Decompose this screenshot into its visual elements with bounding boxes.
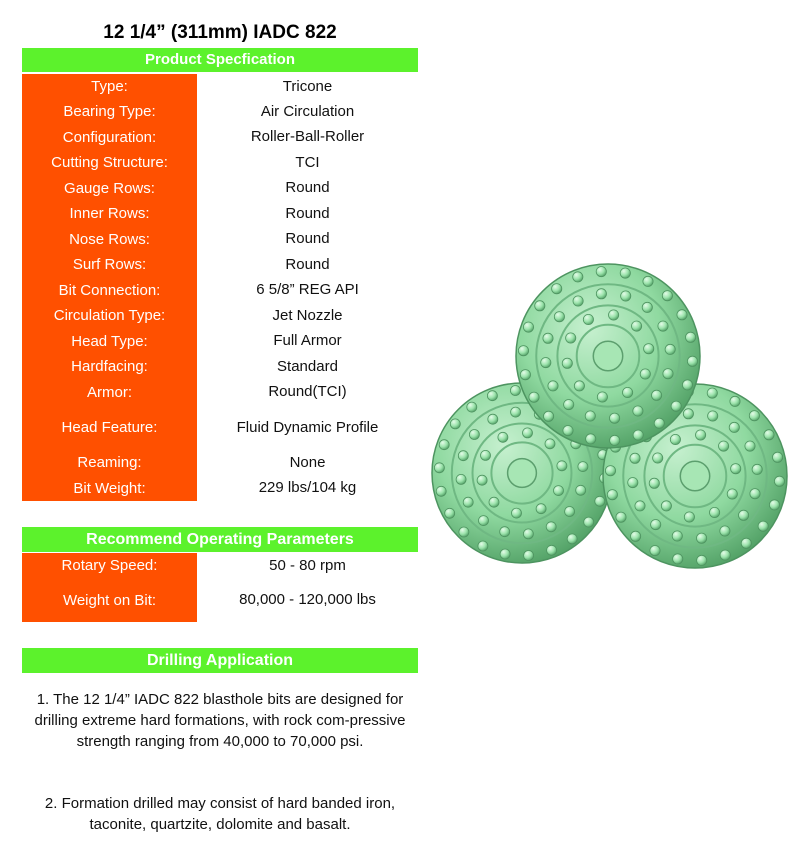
spec-row: [22, 475, 418, 501]
carbide-insert: [487, 391, 497, 401]
row-value-text: Jet Nozzle: [272, 306, 343, 324]
carbide-insert: [623, 387, 633, 397]
row-value: [197, 226, 418, 252]
carbide-insert: [640, 369, 650, 379]
carbide-insert: [644, 344, 654, 354]
carbide-insert: [557, 461, 567, 471]
carbide-insert: [607, 490, 617, 500]
page-title: 12 1/4” (311mm) IADC 822: [103, 22, 337, 43]
carbide-insert: [573, 272, 583, 282]
specification-table: [22, 74, 418, 501]
row-label: Surf Rows:: [22, 252, 197, 277]
carbide-insert: [642, 302, 652, 312]
tricone-bit-image: [430, 258, 790, 603]
carbide-insert: [436, 486, 446, 496]
row-value-text: Air Circulation: [260, 102, 355, 120]
carbide-insert: [620, 268, 630, 278]
carbide-insert: [661, 501, 671, 511]
spec-row: [22, 226, 418, 252]
row-value: [197, 124, 418, 150]
spec-row: [22, 303, 418, 328]
carbide-insert: [524, 551, 534, 561]
row-value-text: Round: [285, 255, 330, 273]
carbide-insert: [677, 310, 687, 320]
carbide-insert: [564, 400, 574, 410]
row-value: [197, 553, 418, 578]
carbide-insert: [633, 430, 643, 440]
row-value: [197, 450, 418, 475]
carbide-insert: [574, 381, 584, 391]
carbide-insert: [477, 475, 487, 485]
spec-row: [22, 252, 418, 277]
row-value: [197, 277, 418, 303]
carbide-insert: [683, 409, 693, 419]
carbide-insert: [650, 546, 660, 556]
row-value: [197, 379, 418, 405]
operating-parameters-header: Recommend Operating Parameters: [22, 527, 418, 552]
row-value-text: Fluid Dynamic Profile: [236, 418, 379, 436]
row-value: [197, 201, 418, 226]
spec-row: [22, 175, 418, 201]
carbide-insert: [518, 346, 528, 356]
cone-tip: [593, 341, 622, 370]
operating-row: [22, 578, 418, 622]
carbide-insert: [741, 538, 751, 548]
product-specification-header: Product Specfication: [22, 48, 418, 72]
spec-row: [22, 405, 418, 450]
carbide-insert: [500, 527, 510, 537]
row-value: [197, 175, 418, 201]
carbide-insert: [610, 413, 620, 423]
carbide-insert: [749, 411, 759, 421]
carbide-insert: [710, 507, 720, 517]
carbide-insert: [653, 453, 663, 463]
row-value-text: Full Armor: [273, 332, 342, 349]
carbide-insert: [463, 497, 473, 507]
carbide-insert: [745, 441, 755, 451]
carbide-insert: [566, 333, 576, 343]
carbide-insert: [605, 466, 615, 476]
carbide-insert: [439, 440, 449, 450]
carbide-insert: [696, 430, 706, 440]
carbide-insert: [720, 526, 730, 536]
row-value: [197, 150, 418, 175]
carbide-insert: [523, 322, 533, 332]
row-label: Reaming:: [22, 450, 197, 475]
carbide-insert: [481, 450, 491, 460]
carbide-insert: [671, 401, 681, 411]
carbide-insert: [467, 402, 477, 412]
carbide-insert: [578, 462, 588, 472]
carbide-insert: [652, 390, 662, 400]
carbide-insert: [523, 428, 533, 438]
carbide-insert: [584, 517, 594, 527]
carbide-insert: [697, 555, 707, 565]
carbide-insert: [643, 276, 653, 286]
row-label: Configuration:: [22, 124, 197, 150]
row-value-text: 80,000 - 120,000 lbs: [239, 591, 376, 608]
carbide-insert: [621, 291, 631, 301]
carbide-insert: [663, 369, 673, 379]
carbide-insert: [708, 411, 718, 421]
carbide-insert: [727, 489, 737, 499]
spec-row: [22, 277, 418, 303]
spec-row: [22, 99, 418, 124]
row-label: Gauge Rows:: [22, 175, 197, 201]
carbide-insert: [730, 396, 740, 406]
carbide-insert: [635, 501, 645, 511]
spec-row: [22, 450, 418, 475]
carbide-insert: [511, 407, 521, 417]
carbide-insert: [750, 489, 760, 499]
carbide-insert: [758, 521, 768, 531]
carbide-insert: [596, 289, 606, 299]
carbide-insert: [458, 451, 468, 461]
row-value: [197, 405, 418, 450]
row-label: Inner Rows:: [22, 201, 197, 226]
carbide-insert: [752, 464, 762, 474]
carbide-insert: [456, 474, 466, 484]
carbide-insert: [684, 512, 694, 522]
carbide-insert: [616, 512, 626, 522]
row-value: [197, 354, 418, 379]
spec-row: [22, 354, 418, 379]
row-value-text: 6 5/8” REG API: [256, 281, 359, 298]
carbide-insert: [687, 356, 697, 366]
spec-row: [22, 201, 418, 226]
carbide-insert: [673, 554, 683, 564]
row-label: Weight on Bit:: [22, 578, 197, 622]
carbide-insert: [739, 510, 749, 520]
carbide-insert: [552, 284, 562, 294]
row-label: Type:: [22, 74, 197, 99]
carbide-insert: [658, 321, 668, 331]
carbide-insert: [631, 531, 641, 541]
carbide-insert: [510, 386, 520, 396]
carbide-insert: [609, 310, 619, 320]
row-value: [197, 99, 418, 124]
carbide-insert: [632, 321, 642, 331]
spec-row: [22, 124, 418, 150]
drilling-paragraph-1: 1. The 12 1/4” IADC 822 blasthole bits are designed for drilling extreme hard formations, with rock com-pressive strength ranging from 40,000 to 70,000 psi.: [34, 691, 406, 750]
carbide-insert: [488, 414, 498, 424]
operating-parameters-table: [22, 553, 418, 622]
carbide-insert: [682, 380, 692, 390]
carbide-insert: [672, 531, 682, 541]
carbide-insert: [773, 452, 783, 462]
carbide-insert: [586, 434, 596, 444]
row-label: Bit Weight:: [22, 475, 197, 501]
carbide-insert: [562, 358, 572, 368]
carbide-insert: [479, 516, 489, 526]
carbide-insert: [610, 435, 620, 445]
row-label: Head Feature:: [22, 405, 197, 450]
row-label: Circulation Type:: [22, 303, 197, 328]
spec-row: [22, 328, 418, 354]
row-label: Cutting Structure:: [22, 150, 197, 175]
row-label: Head Type:: [22, 328, 197, 354]
row-value-text: Tricone: [282, 77, 333, 95]
carbide-insert: [445, 508, 455, 518]
carbide-insert: [563, 426, 573, 436]
carbide-insert: [535, 301, 545, 311]
carbide-insert: [769, 500, 779, 510]
row-value-text: Round: [285, 204, 330, 222]
carbide-insert: [536, 504, 546, 514]
carbide-insert: [719, 441, 729, 451]
carbide-insert: [565, 507, 575, 517]
carbide-insert: [649, 478, 659, 488]
row-value-text: Round: [285, 179, 330, 196]
carbide-insert: [720, 550, 730, 560]
carbide-insert: [469, 430, 479, 440]
carbide-insert: [670, 434, 680, 444]
carbide-insert: [554, 312, 564, 322]
carbide-insert: [697, 533, 707, 543]
drilling-paragraph-2: 2. Formation drilled may consist of hard banded iron, taconite, quartzite, dolomite and basalt.: [44, 795, 396, 833]
row-value-text: None: [289, 453, 326, 471]
cone-tip: [680, 461, 709, 490]
carbide-insert: [731, 464, 741, 474]
row-value: [197, 578, 418, 622]
carbide-insert: [547, 545, 557, 555]
carbide-insert: [554, 486, 564, 496]
row-label: Bit Connection:: [22, 277, 197, 303]
carbide-insert: [529, 392, 539, 402]
row-value: [197, 475, 418, 501]
spec-row: [22, 379, 418, 405]
carbide-insert: [595, 496, 605, 506]
row-value-text: Round(TCI): [268, 383, 347, 400]
carbide-insert: [567, 534, 577, 544]
carbide-insert: [686, 332, 696, 342]
carbide-insert: [585, 411, 595, 421]
drilling-application-header: Drilling Application: [22, 648, 418, 673]
carbide-insert: [729, 422, 739, 432]
row-value: [197, 303, 418, 328]
carbide-insert: [651, 520, 661, 530]
carbide-insert: [500, 549, 510, 559]
spec-row: [22, 150, 418, 175]
carbide-insert: [544, 411, 554, 421]
carbide-insert: [489, 497, 499, 507]
row-label: Armor:: [22, 379, 197, 405]
carbide-insert: [546, 522, 556, 532]
carbide-insert: [541, 358, 551, 368]
carbide-insert: [459, 527, 469, 537]
carbide-insert: [597, 392, 607, 402]
row-value-text: 50 - 80 rpm: [269, 556, 346, 574]
carbide-insert: [576, 485, 586, 495]
spec-row: [22, 74, 418, 99]
carbide-insert: [512, 508, 522, 518]
row-label: Hardfacing:: [22, 354, 197, 379]
cone-tip: [508, 459, 537, 488]
carbide-insert: [630, 453, 640, 463]
row-value-text: Roller-Ball-Roller: [250, 128, 365, 145]
row-value: [197, 252, 418, 277]
row-value-text: Standard: [277, 357, 338, 375]
carbide-insert: [498, 432, 508, 442]
carbide-insert: [764, 430, 774, 440]
operating-row: [22, 553, 418, 578]
carbide-insert: [573, 296, 583, 306]
carbide-insert: [596, 267, 606, 277]
carbide-insert: [478, 541, 488, 551]
carbide-insert: [548, 381, 558, 391]
row-value-text: Round: [285, 230, 330, 247]
carbide-insert: [543, 333, 553, 343]
carbide-insert: [654, 418, 664, 428]
carbide-insert: [520, 370, 530, 380]
row-label: Bearing Type:: [22, 99, 197, 124]
row-label: Nose Rows:: [22, 226, 197, 252]
carbide-insert: [545, 439, 555, 449]
row-value: [197, 328, 418, 354]
carbide-insert: [707, 388, 717, 398]
carbide-insert: [450, 419, 460, 429]
carbide-insert: [665, 344, 675, 354]
carbide-insert: [662, 291, 672, 301]
row-value: [197, 74, 418, 99]
carbide-insert: [523, 529, 533, 539]
carbide-insert: [434, 463, 444, 473]
carbide-insert: [774, 476, 784, 486]
row-label: Rotary Speed:: [22, 553, 197, 578]
carbide-insert: [633, 406, 643, 416]
carbide-insert: [583, 314, 593, 324]
row-value-text: TCI: [295, 153, 320, 171]
row-value-text: 229 lbs/104 kg: [258, 479, 357, 496]
carbide-insert: [628, 478, 638, 488]
